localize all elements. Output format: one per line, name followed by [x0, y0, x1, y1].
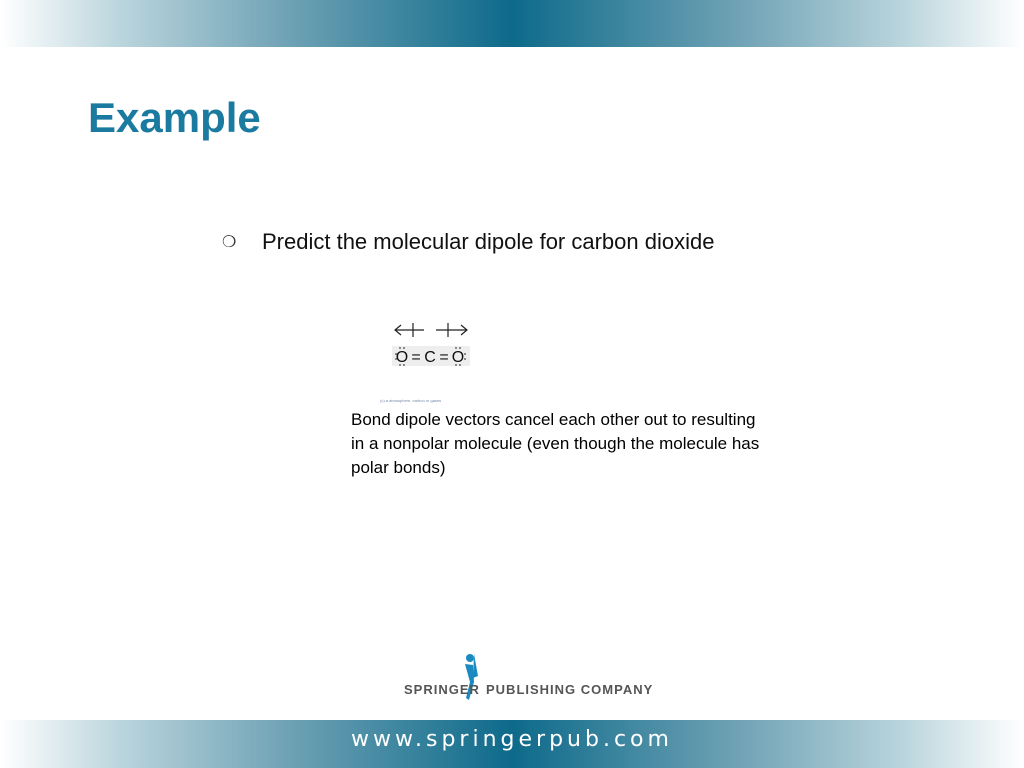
logo-wordmark-publishing: PUBLISHING COMPANY: [486, 682, 654, 697]
top-gradient-band: [0, 0, 1024, 47]
springer-logo: [398, 652, 654, 708]
dipole-arrow-right-icon: [436, 323, 467, 337]
slide-title: Example: [88, 94, 261, 141]
atom-oxygen-right: O: [451, 349, 465, 366]
explanation-text: Bond dipole vectors cancel each other out to resulting in a nonpolar molecule (even though the molecule has polar bonds): [351, 410, 760, 477]
footer-url: www.springerpub.com: [351, 727, 673, 752]
dipole-arrow-left-icon: [395, 323, 424, 337]
springer-figure-icon: [462, 652, 484, 708]
double-bond-right: =: [439, 349, 449, 366]
logo-wordmark-springer: SPRINGER: [404, 682, 480, 697]
bullet-marker-icon: ❍: [222, 234, 237, 251]
atom-carbon: C: [424, 349, 436, 366]
atom-oxygen-left: O: [395, 349, 409, 366]
bullet-item: [222, 229, 714, 255]
bullet-text: Predict the molecular dipole for carbon dioxide: [262, 229, 715, 254]
co2-lewis-structure: [390, 318, 472, 370]
figure-caption: (c) a atmosphere, carbon or gases: [380, 398, 442, 403]
double-bond-left: =: [411, 349, 421, 366]
